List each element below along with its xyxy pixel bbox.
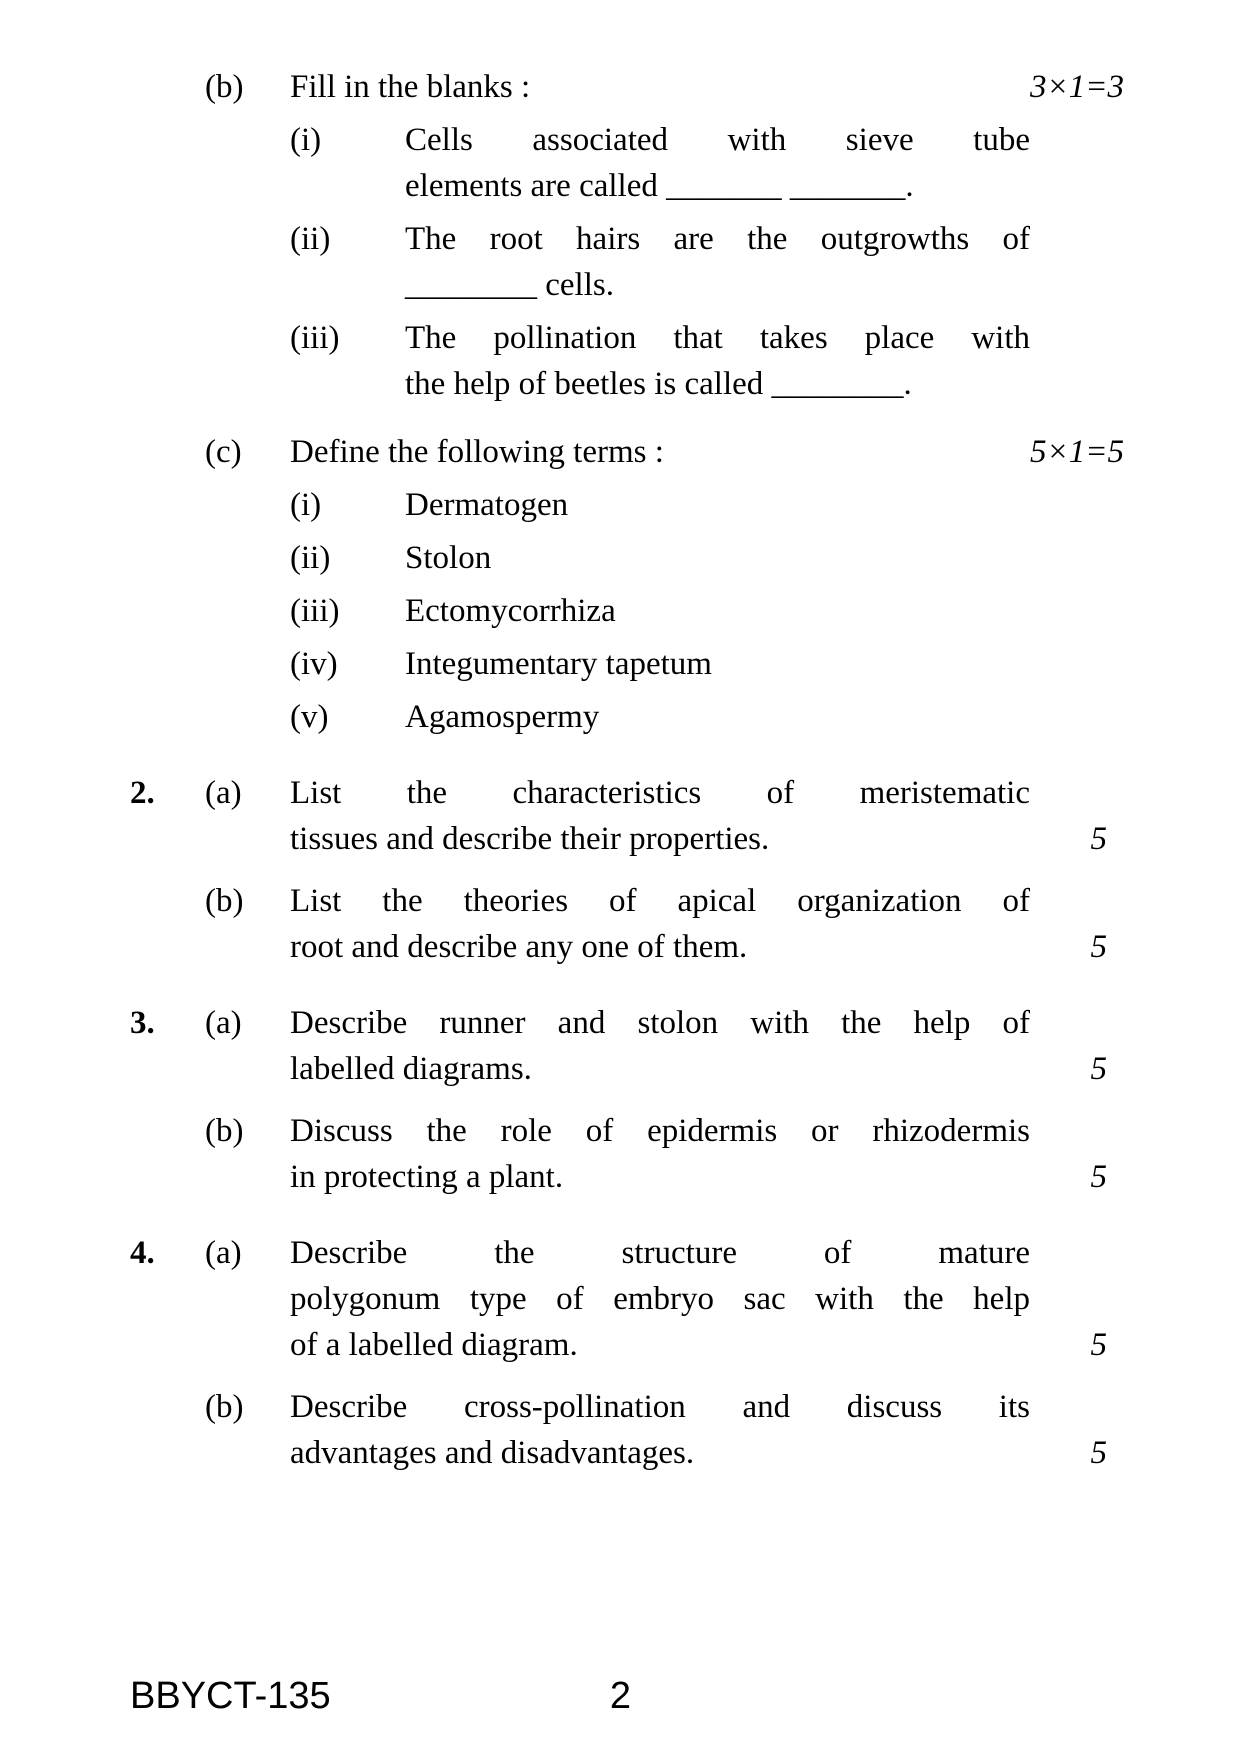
footer-course-code: BBYCT-135 xyxy=(130,1675,331,1717)
q4a-marks: 5 xyxy=(1090,1327,1107,1363)
q1c-item5-marker: (v) xyxy=(290,699,329,735)
q1b-title: Fill in the blanks : xyxy=(290,69,531,105)
q3b-line1: Discuss the role of epidermis or rhizodermis xyxy=(290,1113,1030,1149)
q4a-line1-row xyxy=(130,1230,1241,1276)
spacer xyxy=(205,641,290,687)
q1b-item3-marker: (iii) xyxy=(290,320,340,356)
spacer xyxy=(130,361,205,407)
q1c-item2-marker: (ii) xyxy=(290,540,331,576)
q4a-line3: of a labelled diagram. xyxy=(290,1327,578,1363)
q3-number: 3. xyxy=(130,1005,155,1041)
q1b-item1-line1: Cells associated with sieve tube xyxy=(405,122,1030,158)
spacer xyxy=(130,1430,205,1476)
q4b-line2: advantages and disadvantages. xyxy=(290,1435,695,1471)
q1c-item3-row xyxy=(130,588,1241,634)
q3b-line1-row xyxy=(130,1108,1241,1154)
spacer xyxy=(130,588,205,634)
q1c-item1-row xyxy=(130,482,1241,528)
q2b-marks: 5 xyxy=(1090,929,1107,965)
q2a-marks: 5 xyxy=(1090,821,1107,857)
q1c-item1-marker: (i) xyxy=(290,487,322,523)
q1c-item5-term: Agamospermy xyxy=(405,699,600,735)
q4b-line1: Describe cross-pollination and discuss its xyxy=(290,1389,1030,1425)
spacer xyxy=(205,216,290,262)
spacer xyxy=(130,1276,205,1322)
spacer xyxy=(130,641,205,687)
q2a-line1-row xyxy=(130,770,1241,816)
spacer xyxy=(130,1154,205,1200)
q2b-marker: (b) xyxy=(205,883,244,919)
question-number-spacer xyxy=(130,64,205,110)
spacer xyxy=(130,1384,205,1430)
q1b-header-row xyxy=(130,64,1241,110)
spacer xyxy=(205,535,290,581)
spacer xyxy=(130,816,205,862)
q4a-line3-row xyxy=(130,1322,1241,1368)
q1c-item4-marker: (iv) xyxy=(290,646,338,682)
q1c-item3-term: Ectomycorrhiza xyxy=(405,593,616,629)
q4b-marker: (b) xyxy=(205,1389,244,1425)
spacer xyxy=(290,163,405,209)
spacer xyxy=(205,816,290,862)
q2a-line2: tissues and describe their properties. xyxy=(290,821,770,857)
q1b-item2-line1: The root hairs are the outgrowths of xyxy=(405,221,1030,257)
q2-number: 2. xyxy=(130,775,155,811)
q2b-line1: List the theories of apical organization of xyxy=(290,883,1030,919)
q3b-marks: 5 xyxy=(1090,1159,1107,1195)
spacer xyxy=(205,1430,290,1476)
q4b-marks: 5 xyxy=(1090,1435,1107,1471)
q1b-item1-line2-row xyxy=(130,163,1241,209)
q1b-item3-line2-with-blank: the help of beetles is called ________. xyxy=(405,366,912,402)
q3b-marker: (b) xyxy=(205,1113,244,1149)
q2b-line2-row xyxy=(130,924,1241,970)
q4a-line2: polygonum type of embryo sac with the help xyxy=(290,1281,1030,1317)
q4b-line2-row xyxy=(130,1430,1241,1476)
q3a-marks: 5 xyxy=(1090,1051,1107,1087)
spacer xyxy=(205,588,290,634)
q3b-line2-row xyxy=(130,1154,1241,1200)
spacer xyxy=(130,1046,205,1092)
spacer xyxy=(130,216,205,262)
q3a-line1: Describe runner and stolon with the help of xyxy=(290,1005,1030,1041)
spacer xyxy=(205,924,290,970)
q1b-item1-marker: (i) xyxy=(290,122,322,158)
spacer xyxy=(205,315,290,361)
spacer xyxy=(130,429,205,475)
spacer xyxy=(130,117,205,163)
q1b-item2-line2-row xyxy=(130,262,1241,308)
q1c-item2-row xyxy=(130,535,1241,581)
q1b-item1-line1-row xyxy=(130,117,1241,163)
q2a-marker: (a) xyxy=(205,775,242,811)
q3a-line2-row xyxy=(130,1046,1241,1092)
spacer xyxy=(130,163,205,209)
spacer xyxy=(205,117,290,163)
q1b-item3-line1: The pollination that takes place with xyxy=(405,320,1030,356)
spacer xyxy=(130,315,205,361)
q4b-line1-row xyxy=(130,1384,1241,1430)
q1b-item2-marker: (ii) xyxy=(290,221,331,257)
q2a-line2-row xyxy=(130,816,1241,862)
q4a-line2-row xyxy=(130,1276,1241,1322)
spacer xyxy=(205,262,290,308)
q1c-item5-row xyxy=(130,694,1241,740)
spacer xyxy=(205,482,290,528)
q1b-item3-line2-row xyxy=(130,361,1241,407)
q4a-line1: Describe the structure of mature xyxy=(290,1235,1030,1271)
q2b-line1-row xyxy=(130,878,1241,924)
q1c-header-row xyxy=(130,429,1241,475)
q1c-title: Define the following terms : xyxy=(290,434,664,470)
spacer xyxy=(205,361,290,407)
spacer xyxy=(205,1154,290,1200)
q1c-item4-row xyxy=(130,641,1241,687)
q4-number: 4. xyxy=(130,1235,155,1271)
spacer xyxy=(130,262,205,308)
spacer xyxy=(130,482,205,528)
q1c-marker: (c) xyxy=(205,434,242,470)
q1c-item1-term: Dermatogen xyxy=(405,487,569,523)
q1c-item4-term: Integumentary tapetum xyxy=(405,646,712,682)
q3a-line1-row xyxy=(130,1000,1241,1046)
spacer xyxy=(290,262,405,308)
spacer xyxy=(205,1046,290,1092)
q1b-marks: 3×1=3 xyxy=(1030,69,1125,105)
spacer xyxy=(205,1322,290,1368)
q1c-item2-term: Stolon xyxy=(405,540,492,576)
spacer xyxy=(290,361,405,407)
q1c-marks: 5×1=5 xyxy=(1030,434,1125,470)
q1b-item1-line2-with-blanks: elements are called _______ _______. xyxy=(405,168,914,204)
spacer xyxy=(205,1276,290,1322)
q1b-item3-line1-row xyxy=(130,315,1241,361)
spacer xyxy=(130,694,205,740)
spacer xyxy=(130,1322,205,1368)
spacer xyxy=(205,694,290,740)
q2b-line2: root and describe any one of them. xyxy=(290,929,748,965)
q1b-marker: (b) xyxy=(205,69,244,105)
q1c-item3-marker: (iii) xyxy=(290,593,340,629)
spacer xyxy=(205,163,290,209)
q3a-marker: (a) xyxy=(205,1005,242,1041)
q3a-line2: labelled diagrams. xyxy=(290,1051,532,1087)
spacer xyxy=(130,535,205,581)
q2a-line1: List the characteristics of meristematic xyxy=(290,775,1030,811)
q3b-line2: in protecting a plant. xyxy=(290,1159,564,1195)
spacer xyxy=(130,924,205,970)
q4a-marker: (a) xyxy=(205,1235,242,1271)
spacer xyxy=(130,1108,205,1154)
q1b-item2-line2-with-blank: ________ cells. xyxy=(405,267,614,303)
footer-page-number: 2 xyxy=(609,1675,632,1717)
q1b-item2-line1-row xyxy=(130,216,1241,262)
spacer xyxy=(130,878,205,924)
